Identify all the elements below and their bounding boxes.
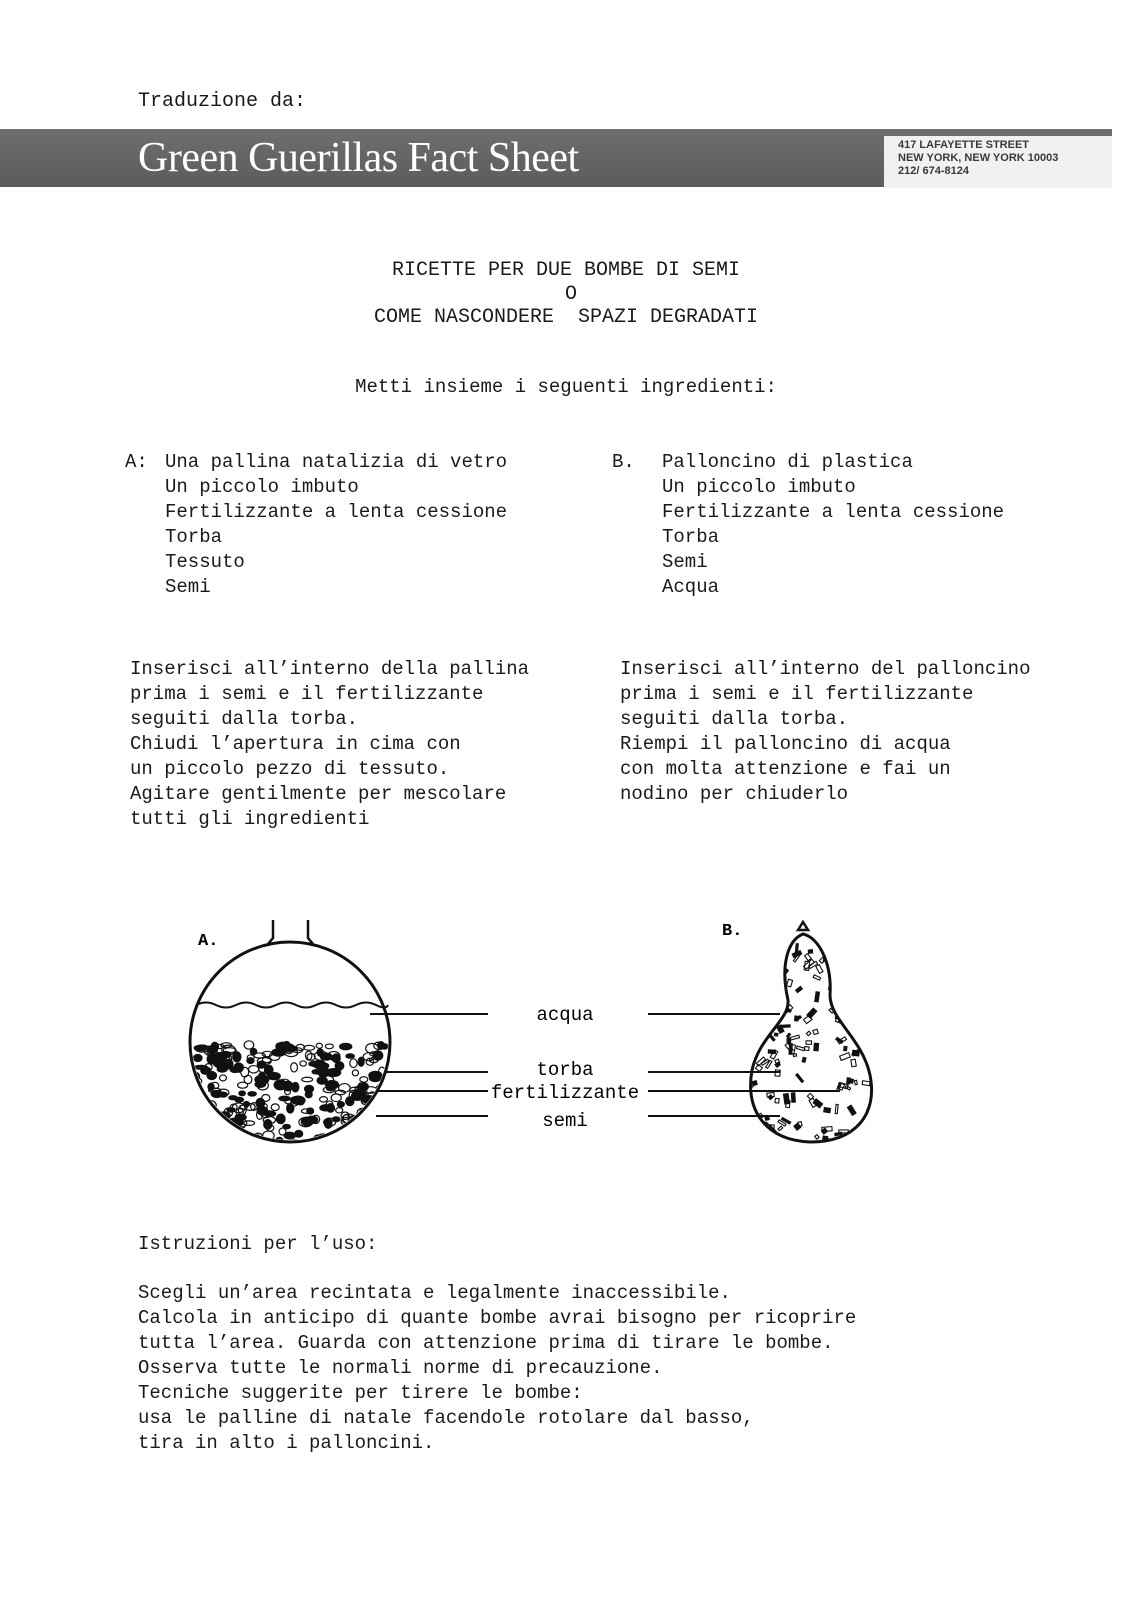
instruction-line: prima i semi e il fertilizzante <box>620 683 974 705</box>
soil-particle <box>307 1116 318 1123</box>
instruction-line: con molta attenzione e fai un <box>620 758 951 780</box>
address-city: NEW YORK, NEW YORK 10003 <box>898 152 1059 164</box>
soil-particle <box>255 1081 266 1087</box>
label-fertilizzante: fertilizzante <box>490 1082 640 1104</box>
soil-particle <box>229 1096 238 1100</box>
soil-particle <box>295 1130 303 1137</box>
document-title-line1: RICETTE PER DUE BOMBE DI SEMI <box>391 259 741 282</box>
soil-particle <box>283 1041 290 1050</box>
diagram-background <box>140 920 970 1190</box>
recipe-b-marker: B. <box>612 451 635 473</box>
soil-particle <box>248 1092 256 1096</box>
seed-particle <box>791 1093 795 1103</box>
seed-particle <box>847 1078 850 1084</box>
recipe-a-marker: A: <box>125 451 148 473</box>
seed-particle <box>844 1046 847 1050</box>
banner-title: Green Guerillas Fact Sheet <box>138 135 579 181</box>
soil-particle <box>218 1058 225 1065</box>
recipe-b-instructions <box>620 657 1030 807</box>
list-item: Acqua <box>662 576 720 598</box>
list-item: Semi <box>165 576 211 598</box>
soil-particle <box>369 1074 381 1081</box>
soil-particle <box>346 1054 354 1058</box>
soil-particle <box>193 1054 202 1061</box>
list-item: Semi <box>662 551 708 573</box>
recipe-a-ingredients <box>165 450 507 600</box>
soil-particle <box>320 1105 331 1111</box>
translated-from-label: Traduzione da: <box>138 90 307 113</box>
usage-line: Calcola in anticipo di quante bombe avrai bisogno per ricoprire <box>138 1307 857 1329</box>
instruction-line: Chiudi l’apertura in cima con <box>130 733 461 755</box>
soil-particle <box>324 1118 332 1128</box>
seed-particle <box>824 1107 831 1112</box>
soil-particle <box>317 1049 323 1056</box>
seed-particle <box>782 1025 790 1028</box>
list-item: Una pallina natalizia di vetro <box>165 451 508 473</box>
list-item: Tessuto <box>165 551 245 573</box>
soil-particle <box>211 1090 222 1097</box>
seed-particle <box>774 1033 778 1036</box>
list-item: Un piccolo imbuto <box>662 476 856 498</box>
label-acqua: acqua <box>536 1004 594 1026</box>
list-item: Palloncino di plastica <box>662 451 913 473</box>
soil-particle <box>274 1080 287 1090</box>
soil-particle <box>233 1052 241 1062</box>
instruction-line: nodino per chiuderlo <box>620 783 849 805</box>
instruction-line: prima i semi e il fertilizzante <box>130 683 484 705</box>
seed-particle <box>814 1043 819 1051</box>
seed-particle <box>815 992 820 1002</box>
recipe-a-instructions <box>130 657 529 832</box>
soil-particle <box>227 1108 235 1113</box>
soil-particle <box>276 1043 282 1050</box>
instruction-line: un piccolo pezzo di tessuto. <box>130 758 450 780</box>
banner-address <box>884 136 1112 188</box>
soil-particle <box>208 1083 214 1090</box>
soil-particle <box>318 1068 330 1077</box>
soil-particle <box>307 1108 314 1114</box>
soil-particle <box>305 1091 312 1098</box>
usage-line: tutta l’area. Guarda con attenzione prima di tirare le bombe. <box>138 1332 834 1354</box>
seed-particle <box>789 1044 792 1055</box>
soil-particle <box>250 1048 256 1054</box>
address-street: 417 LAFAYETTE STREET <box>898 139 1030 151</box>
seed-particle <box>823 1136 828 1140</box>
soil-particle <box>287 1104 294 1113</box>
soil-particle <box>283 1124 291 1128</box>
usage-title: Istruzioni per l’uso: <box>138 1233 378 1255</box>
soil-particle <box>337 1102 344 1108</box>
soil-particle <box>239 1091 246 1096</box>
soil-particle <box>194 1065 207 1069</box>
instruction-line: Inserisci all’interno della pallina <box>130 658 530 680</box>
list-item: Torba <box>662 526 720 548</box>
soil-particle <box>373 1051 383 1060</box>
soil-particle <box>225 1059 233 1069</box>
usage-line: Tecniche suggerite per tirere le bombe: <box>138 1382 583 1404</box>
soil-particle <box>340 1043 352 1049</box>
diagram-label-b: B. <box>722 922 743 941</box>
instruction-line: Agitare gentilmente per mescolare <box>130 783 507 805</box>
ingredients-intro: Metti insieme i seguenti ingredienti: <box>355 376 777 398</box>
instruction-line: Inserisci all’interno del palloncino <box>620 658 1031 680</box>
soil-particle <box>276 1114 285 1124</box>
address-phone: 212/ 674-8124 <box>898 165 969 177</box>
instruction-line: seguiti dalla torba. <box>620 708 849 730</box>
instruction-line: seguiti dalla torba. <box>130 708 359 730</box>
document-title-line2: COME NASCONDERE SPAZI DEGRADATI <box>373 306 759 329</box>
label-semi: semi <box>542 1110 588 1132</box>
seed-particle <box>808 950 812 954</box>
soil-particle <box>279 1096 290 1101</box>
usage-line: Osserva tutte le normali norme di precauzione. <box>138 1357 663 1379</box>
usage-instructions <box>138 1281 856 1456</box>
soil-particle <box>317 1077 327 1084</box>
instruction-line: Riempi il palloncino di acqua <box>620 733 951 755</box>
fact-sheet-banner <box>0 129 1112 187</box>
list-item: Torba <box>165 526 223 548</box>
diagram-label-a: A. <box>198 932 219 951</box>
usage-line: Scegli un’area recintata e legalmente inaccessibile. <box>138 1282 731 1304</box>
instruction-line: tutti gli ingredienti <box>130 808 370 830</box>
list-item: Fertilizzante a lenta cessione <box>662 501 1005 523</box>
list-item: Fertilizzante a lenta cessione <box>165 501 508 523</box>
label-torba: torba <box>536 1059 594 1081</box>
list-item: Un piccolo imbuto <box>165 476 359 498</box>
soil-particle <box>353 1095 363 1100</box>
soil-particle <box>269 1073 280 1080</box>
soil-particle <box>332 1117 340 1122</box>
usage-line: usa le palline di natale facendole rotolare dal basso, <box>138 1407 754 1429</box>
seed-particle <box>802 1057 806 1062</box>
soil-particle <box>247 1058 254 1064</box>
recipe-b-ingredients <box>662 450 1004 600</box>
seed-bomb-diagram <box>140 920 970 1190</box>
usage-line: tira in alto i palloncini. <box>138 1432 435 1454</box>
document-title-or: O <box>565 283 578 306</box>
